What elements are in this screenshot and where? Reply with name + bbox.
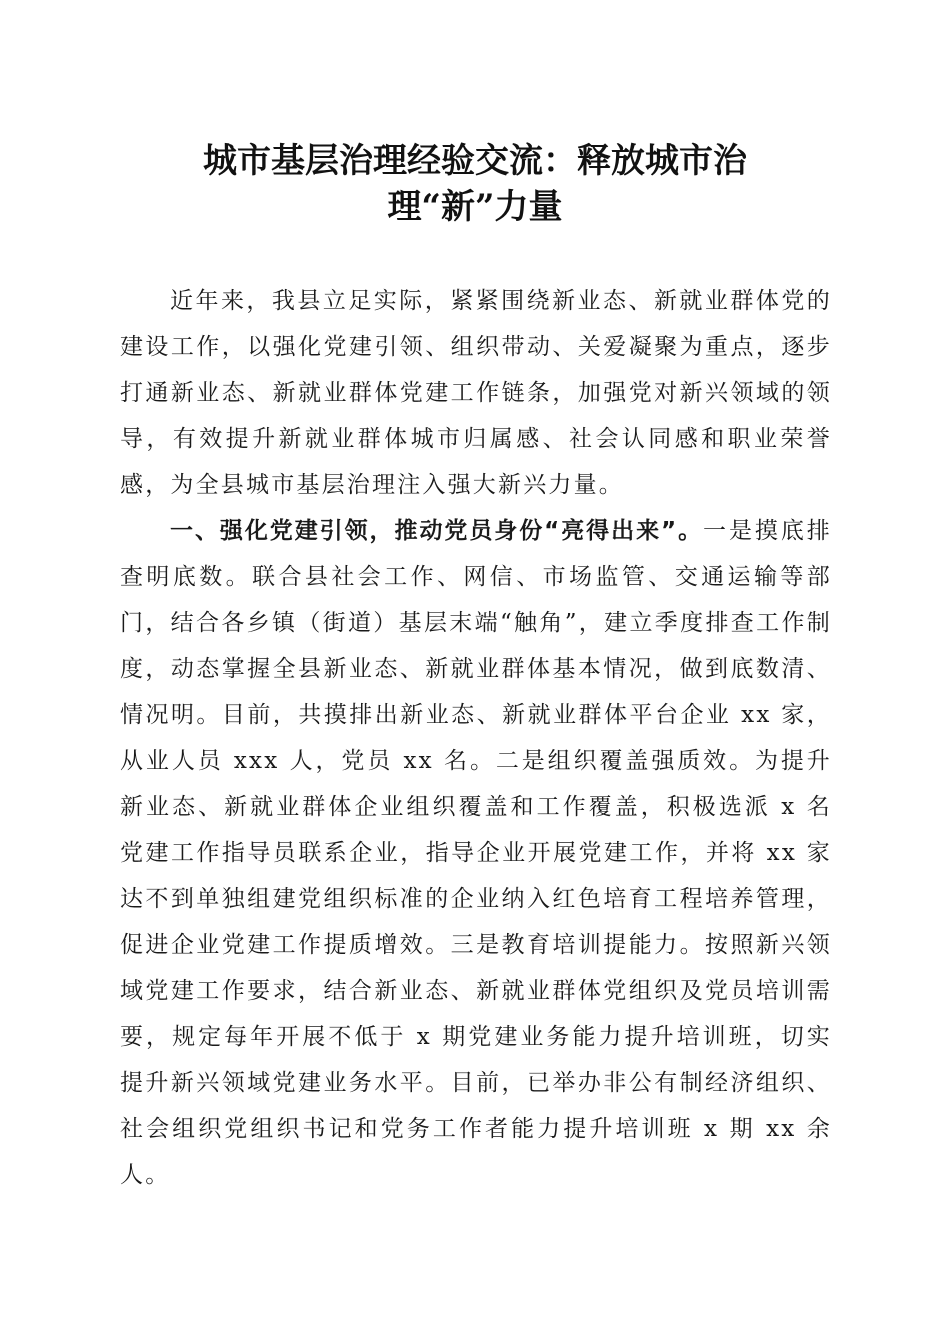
- document-body: [120, 278, 832, 1198]
- intro-paragraph: 近年来，我县立足实际，紧紧围绕新业态、新就业群体党的建设工作，以强化党建引领、组织带动、关爱凝聚为重点，逐步打通新业态、新就业群体党建工作链条，加强党对新兴领域的领导，有效提升新就业群体城市归属感、社会认同感和职业荣誉感，为全县城市基层治理注入强大新兴力量。: [120, 288, 832, 498]
- section-1-body: 一是摸底排查明底数。联合县社会工作、网信、市场监管、交通运输等部门，结合各乡镇（街道）基层末端“触角”，建立季度排查工作制度，动态掌握全县新业态、新就业群体基本情况，做到底数清、情况明。目前，共摸排出新业态、新就业群体平台企业 xx 家，从业人员 xxx 人，党员 xx 名。二是组织覆盖强质效。为提升新业态、新就业群体企业组织覆盖和工作覆盖，积极选派 x 名党建工作指导员联系企业，指导企业开展党建工作，并将 xx 家达不到单独组建党组织标准的企业纳入红色培育工程培养管理，促进企业党建工作提质增效。三是教育培训提能力。按照新兴领域党建工作要求，结合新业态、新就业群体党组织及党员培训需要，规定每年开展不低于 x 期党建业务能力提升培训班，切实提升新兴领域党建业务水平。目前，已举办非公有制经济组织、社会组织党组织书记和党务工作者能力提升培训班 x 期 xx 余人。: [120, 518, 832, 1188]
- section-1-paragraph: [120, 508, 832, 1198]
- title-line-1: 城市基层治理经验交流：释放城市治: [203, 141, 747, 181]
- title-line-2: 理“新”力量: [387, 187, 563, 227]
- document-title: [120, 138, 830, 230]
- section-1-heading: 一、强化党建引领，推动党员身份“亮得出来”。: [170, 518, 704, 544]
